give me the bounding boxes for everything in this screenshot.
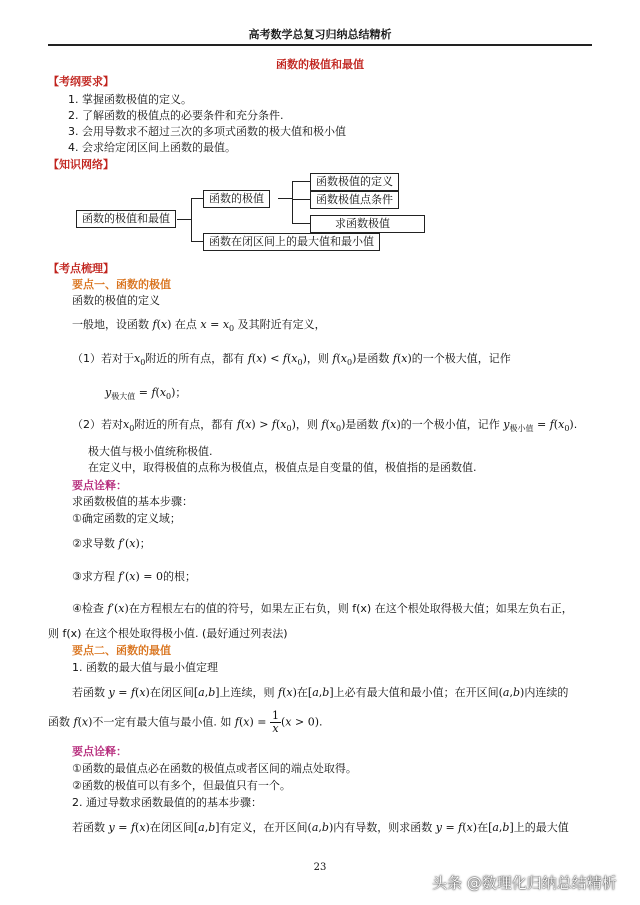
step-2: ②求导数 f′(x)； [72,537,151,550]
kaogang-heading: 【考纲要求】 [48,75,114,88]
point-one-subtitle: 函数的极值的定义 [72,294,160,307]
connector [292,199,310,200]
network-branch-jizhi: 函数的极值 [203,190,270,208]
kaodian-heading: 【考点梳理】 [48,262,114,275]
step-4: ④检查 f′(x)在方程根左右的值的符号，如果左正右负，则 f(x) 在这个根处取得极大值；如果左负右正， [72,602,573,615]
case-two: （2）若对$x_0$附近的所有点，都有 $f(x) > f(x_0)$，则 $f(x_0)$是函数 f(x)的一个极小值，记作 $y_{极小值} = f(x_0)$. [72,418,578,433]
network-leaf-find: 求函数极值 [310,215,425,233]
annotation-item-1: ①函数的最值点必在函数的极值点或者区间的端点处取得。 [72,762,357,775]
point-two-title: 要点二、函数的最值 [72,644,171,657]
max-value-notation: $y_{极大值} = f(x_0)$； [105,386,187,401]
section-title: 函数的极值和最值 [276,58,364,71]
step-1: ①确定函数的定义域； [72,512,181,525]
network-root-box: 函数的极值和最值 [76,210,176,228]
connector [278,198,292,199]
connector [191,241,203,242]
steps-title: 求函数极值的基本步骤： [72,495,193,508]
steps-line: 若函数 y = f(x)在闭区间[a,b]有定义，在开区间(a,b)内有导数，则求函数 y = f(x)在[a,b]上的最大值 [72,821,569,834]
theorem-line-2: 函数 f(x)不一定有最大值与最小值. 如 f(x) = $\frac{1}{x}$ (x > 0). [48,709,323,735]
point-one-title: 要点一、函数的极值 [72,278,171,291]
watermark: 头条 @数理化归纳总结精析 [432,874,617,892]
annotation-item-3: 2. 通过导数求函数最值的的基本步骤： [72,796,262,809]
definition-intro: 一般地，设函数 f(x) 在点 $x = x_0$ 及其附近有定义， [72,318,326,333]
network-leaf-definition: 函数极值的定义 [310,173,399,191]
theorem-line-1: 若函数 y = f(x)在闭区间[a,b]上连续，则 f(x)在[a,b]上必有最大值和最小值；在开区间(a,b)内连续的 [72,686,569,699]
connector [191,198,192,241]
header-title: 高考数学总复习归纳总结精析 [248,28,392,41]
connector [191,198,203,199]
kaogang-item-4: 4. 会求给定闭区间上函数的最值。 [68,141,236,154]
note-extrema: 极大值与极小值统称极值. [88,445,213,458]
network-heading: 【知识网络】 [48,158,114,171]
page-number: 23 [313,862,327,873]
note-extremum-point: 在定义中，取得极值的点称为极值点，极值点是自变量的值，极值指的是函数值. [88,461,477,474]
connector [177,219,191,220]
case-one: （1）若对于$x_0$附近的所有点，都有 $f(x) < f(x_0)$，则 $f(x_0)$是函数 f(x)的一个极大值，记作 [72,352,511,367]
connector [292,223,310,224]
step-3: ③求方程 f′(x) = 0的根； [72,570,196,583]
annotation-heading-1: 要点诠释： [72,479,127,492]
kaogang-item-2: 2. 了解函数的极值点的必要条件和充分条件. [68,109,284,122]
point-two-subtitle: 1. 函数的最大值与最小值定理 [72,661,218,674]
kaogang-item-3: 3. 会用导数求不超过三次的多项式函数的极大值和极小值 [68,125,346,138]
annotation-heading-2: 要点诠释： [72,745,127,758]
annotation-item-2: ②函数的极值可以有多个，但最值只有一个。 [72,779,291,792]
network-branch-zuizhi: 函数在闭区间上的最大值和最小值 [203,233,380,251]
network-leaf-condition: 函数极值点条件 [310,191,399,209]
connector [292,181,310,182]
header-rule [48,44,592,46]
connector [292,181,293,223]
step-4-continued: 则 f(x) 在这个根处取得极小值. (最好通过列表法) [48,627,288,640]
kaogang-item-1: 1. 掌握函数极值的定义。 [68,93,192,106]
